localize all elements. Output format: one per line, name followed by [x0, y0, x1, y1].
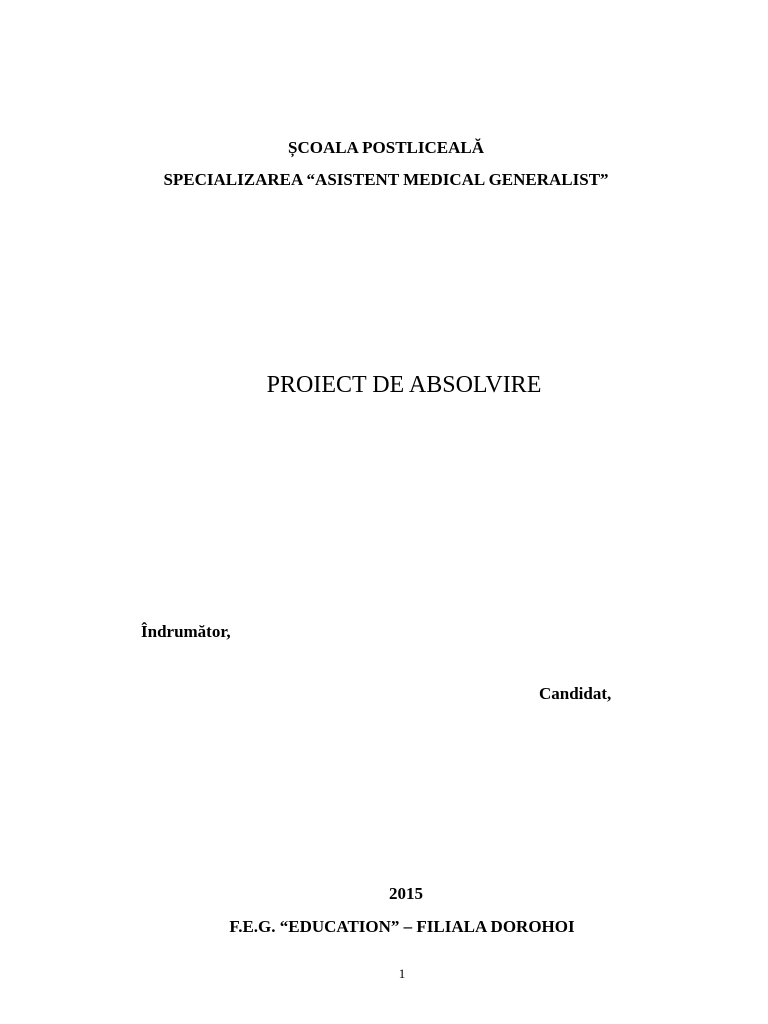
institution-name: F.E.G. “EDUCATION” – FILIALA DOROHOI	[229, 917, 575, 936]
advisor-label: Îndrumător,	[141, 622, 231, 641]
candidate-label: Candidat,	[539, 684, 612, 703]
page-number: 1	[398, 966, 406, 981]
specialization-title: SPECIALIZAREA “ASISTENT MEDICAL GENERALIST”	[163, 170, 609, 189]
year: 2015	[389, 884, 423, 903]
school-name: ȘCOALA POSTLICEALĂ	[287, 138, 485, 157]
project-title: PROIECT DE ABSOLVIRE	[266, 372, 542, 398]
